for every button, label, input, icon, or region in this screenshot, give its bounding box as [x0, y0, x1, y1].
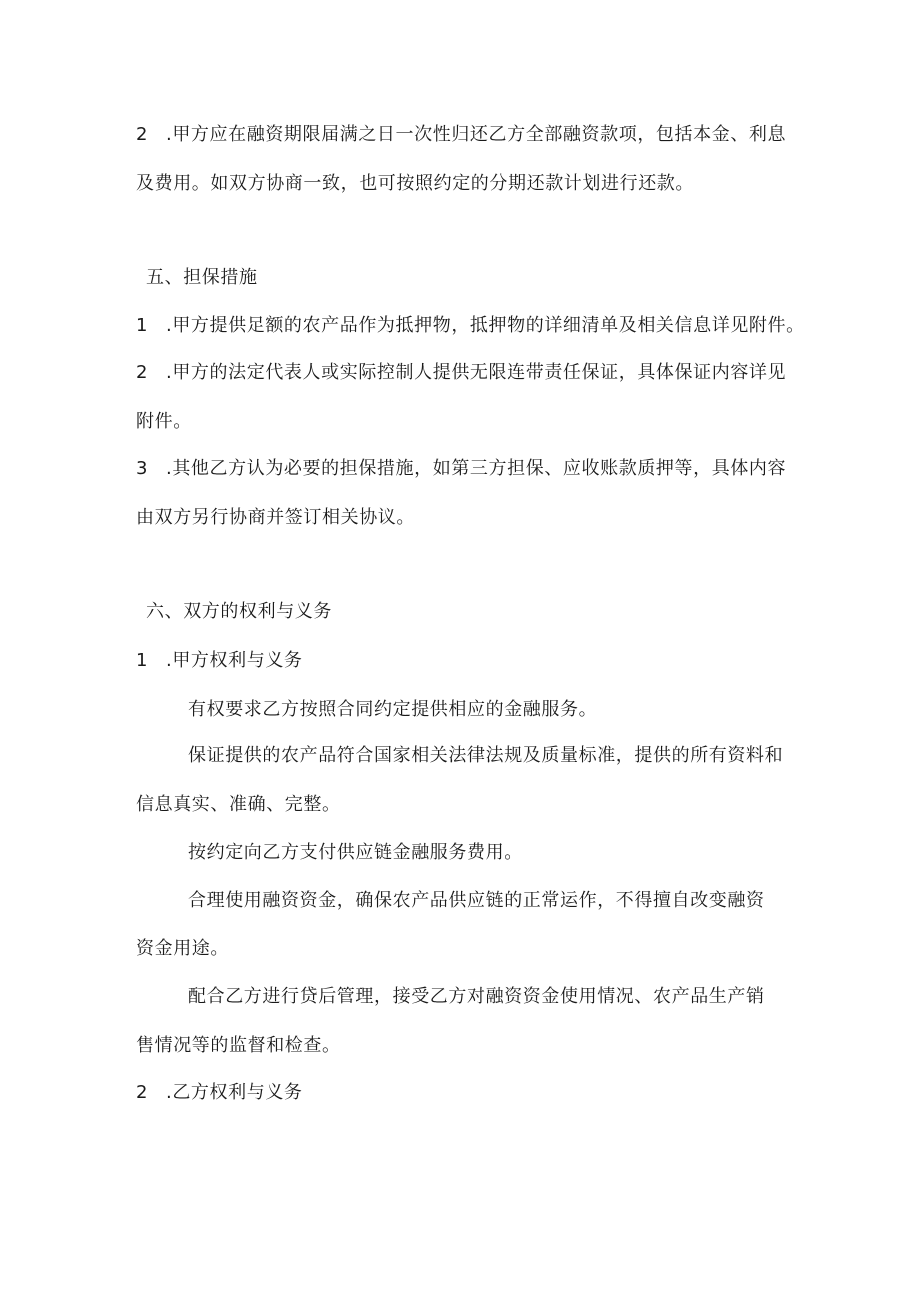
item-fund-usage-line-1 [188, 890, 765, 912]
clause-6-2 [136, 1082, 303, 1104]
item-quality-guarantee-line-2 [136, 794, 341, 816]
clause-number: 2 [136, 1082, 149, 1103]
clause-5-3-line-2 [136, 507, 415, 529]
clause-text: .甲方权利与义务 [166, 650, 303, 671]
item-text: 合理使用融资资金，确保农产品供应链的正常运作，不得擅自改变融资 [188, 890, 765, 911]
clause-5-2-line-2 [136, 411, 192, 433]
clause-number: 1 [136, 315, 149, 336]
item-fund-usage-line-2 [136, 938, 229, 960]
section-heading-5 [146, 267, 258, 289]
item-quality-guarantee-line-1 [188, 745, 783, 767]
clause-number: 2 [136, 362, 149, 383]
item-pay-fees [188, 842, 523, 864]
clause-4-2-line-1 [136, 124, 786, 146]
clause-6-1 [136, 650, 303, 672]
clause-number: 1 [136, 650, 149, 671]
clause-5-1 [136, 315, 805, 337]
clause-text: .其他乙方认为必要的担保措施，如第三方担保、应收账款质押等，具体内容 [166, 458, 787, 479]
clause-5-2-line-1 [136, 362, 786, 384]
item-text: 售情况等的监督和检查。 [136, 1035, 341, 1056]
clause-number: 3 [136, 458, 149, 479]
item-post-loan-line-2 [136, 1035, 341, 1057]
clause-4-2-line-2 [136, 173, 694, 195]
item-text: 信息真实、准确、完整。 [136, 794, 341, 815]
clause-text: 附件。 [136, 411, 192, 432]
section-title: 六、双方的权利与义务 [146, 601, 332, 622]
clause-5-3-line-1 [136, 458, 786, 480]
item-text: 按约定向乙方支付供应链金融服务费用。 [188, 842, 523, 863]
item-text: 有权要求乙方按照合同约定提供相应的金融服务。 [188, 699, 598, 720]
clause-text: .甲方的法定代表人或实际控制人提供无限连带责任保证，具体保证内容详见 [166, 362, 787, 383]
clause-text: .甲方应在融资期限届满之日一次性归还乙方全部融资款项，包括本金、利息 [166, 124, 787, 145]
item-right-to-request [188, 699, 597, 721]
item-text: 保证提供的农产品符合国家相关法律法规及质量标准，提供的所有资料和 [188, 745, 784, 766]
clause-text: 及费用。如双方协商一致，也可按照约定的分期还款计划进行还款。 [136, 173, 694, 194]
section-heading-6 [146, 601, 332, 623]
clause-text: .甲方提供足额的农产品作为抵押物，抵押物的详细清单及相关信息详见附件。 [166, 315, 805, 336]
item-text: 资金用途。 [136, 938, 229, 959]
clause-text: 由双方另行协商并签订相关协议。 [136, 507, 415, 528]
clause-text: .乙方权利与义务 [166, 1082, 303, 1103]
section-title: 五、担保措施 [146, 267, 258, 288]
item-post-loan-line-1 [188, 986, 765, 1008]
item-text: 配合乙方进行贷后管理，接受乙方对融资资金使用情况、农产品生产销 [188, 986, 765, 1007]
clause-number: 2 [136, 124, 149, 145]
